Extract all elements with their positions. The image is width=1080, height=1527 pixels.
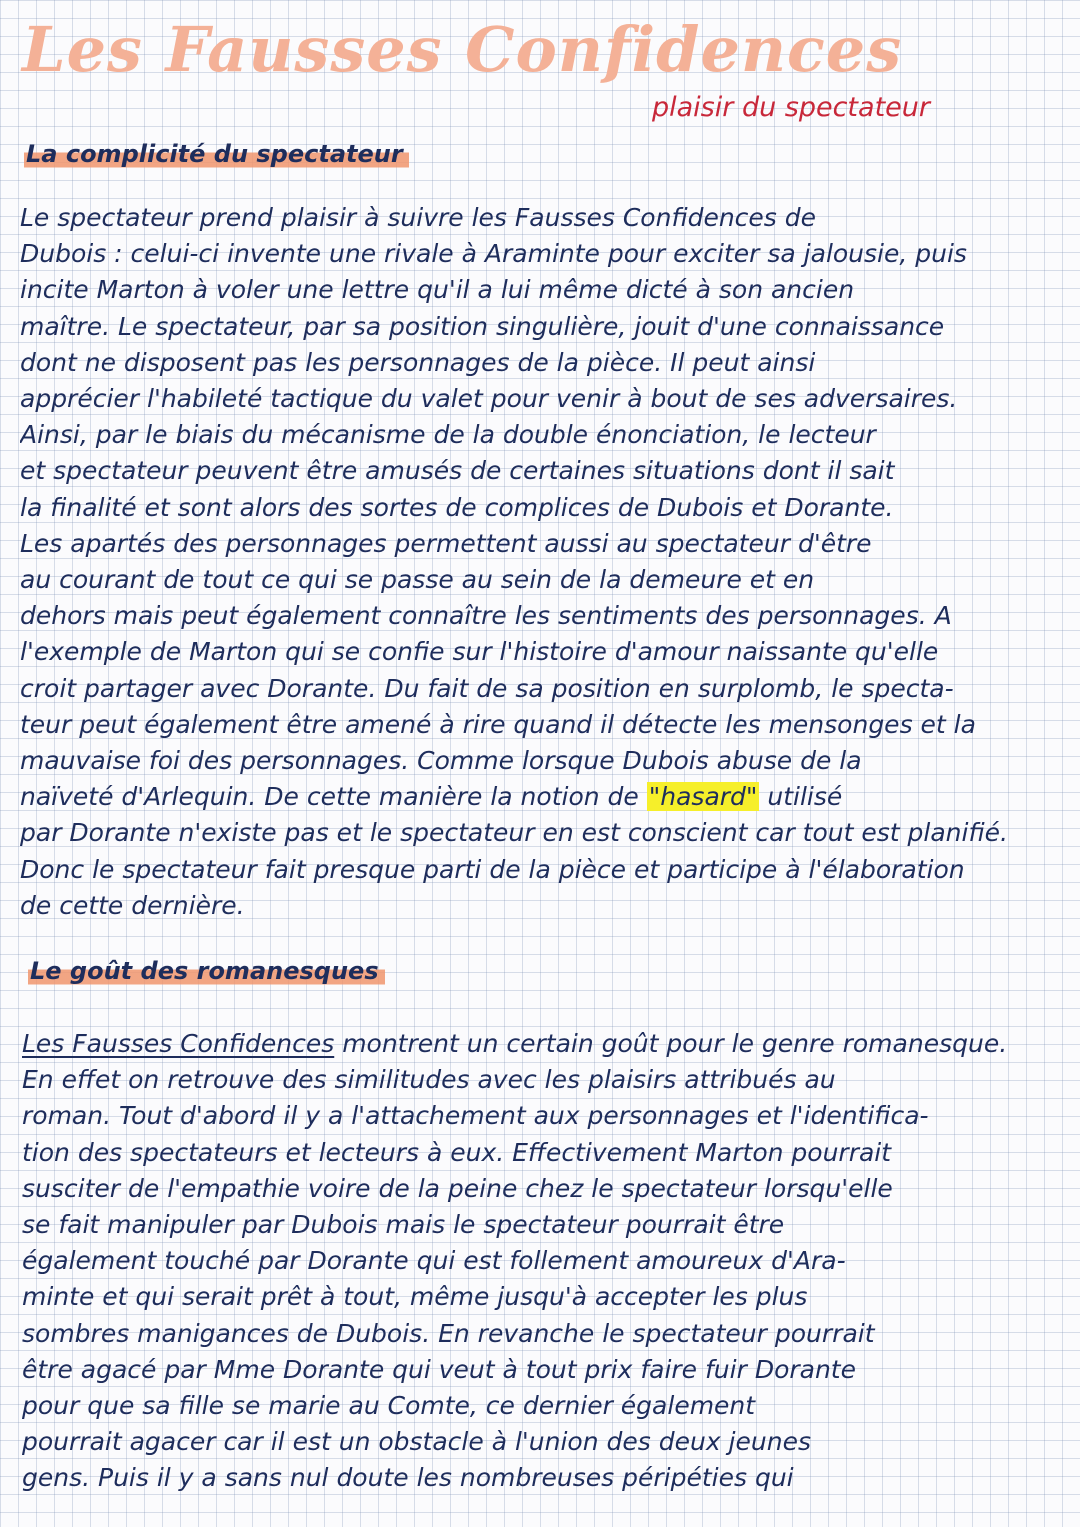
text-line: maître. Le spectateur, par sa position singulière, jouit d'une connaissance [20, 311, 945, 341]
text-segment: montrent un certain goût pour le genre romanesque. [342, 1029, 1008, 1058]
text-line-with-highlight [20, 779, 1080, 815]
text-line: dehors mais peut également connaître les sentiments des personnages. A [20, 601, 952, 631]
underlined-work-title: Les Fausses Confidences [22, 1029, 335, 1058]
text-line: Les apartés des personnages permettent aussi au spectateur d'être [20, 528, 872, 558]
section-romanesque-body [22, 1026, 1080, 1497]
text-line: susciter de l'empathie voire de la peine chez le spectateur lorsqu'elle [22, 1173, 893, 1203]
text-line: sombres manigances de Dubois. En revanche le spectateur pourrait [22, 1318, 875, 1348]
text-line: pourrait agacer car il est un obstacle à l'union des deux jeunes [22, 1427, 811, 1457]
text-line: incite Marton à voler une lettre qu'il a lui même dicté à son ancien [20, 275, 855, 305]
text-line: Le spectateur prend plaisir à suivre les Fausses Confidences de [20, 203, 817, 232]
text-line: par Dorante n'existe pas et le spectateur en est conscient car tout est planifié. [20, 818, 1008, 848]
text-line: et spectateur peuvent être amusés de certaines situations dont il sait [20, 456, 895, 486]
highlighted-word: "hasard" [648, 782, 758, 812]
text-line: de cette dernière. [20, 890, 245, 920]
section-complicite-body [20, 200, 1080, 924]
text-line: mauvaise foi des personnages. Comme lorsque Dubois abuse de la [20, 746, 862, 776]
text-line: Donc le spectateur fait presque parti de la pièce et participe à l'élaboration [20, 854, 965, 884]
text-line: En effet on retrouve des similitudes avec les plaisirs attribués au [22, 1065, 836, 1095]
text-line: croit partager avec Dorante. Du fait de sa position en surplomb, le specta- [20, 673, 954, 703]
text-line: tion des spectateurs et lecteurs à eux. Effectivement Marton pourrait [22, 1137, 892, 1167]
text-line: la finalité et sont alors des sortes de complices de Dubois et Dorante. [20, 492, 894, 522]
text-line: au courant de tout ce qui se passe au sein de la demeure et en [20, 565, 815, 595]
text-line: Ainsi, par le biais du mécanisme de la double énonciation, le lecteur [20, 420, 876, 450]
text-line: Dubois : celui-ci invente une rivale à Araminte pour exciter sa jalousie, puis [20, 239, 967, 269]
text-line-lead [22, 1026, 1080, 1062]
text-line: l'exemple de Marton qui se confie sur l'histoire d'amour naissante qu'elle [20, 637, 939, 667]
text-line: dont ne disposent pas les personnages de la pièce. Il peut ainsi [20, 347, 816, 377]
text-line: être agacé par Mme Dorante qui veut à tout prix faire fuir Dorante [22, 1354, 856, 1384]
page-subtitle: plaisir du spectateur [652, 92, 930, 123]
page-title: Les Fausses Confidences [22, 13, 903, 86]
section-heading-complicite: La complicité du spectateur [24, 138, 409, 170]
text-line: gens. Puis il y a sans nul doute les nombreuses péripéties qui [22, 1463, 794, 1493]
text-line: également touché par Dorante qui est follement amoureux d'Ara- [22, 1246, 846, 1276]
text-line: roman. Tout d'abord il y a l'attachement aux personnages et l'identifica- [22, 1101, 929, 1131]
section-heading-romanesque: Le goût des romanesques [28, 955, 385, 987]
text-line: apprécier l'habileté tactique du valet pour venir à bout de ses adversaires. [20, 384, 958, 414]
text-line: pour que sa fille se marie au Comte, ce dernier également [22, 1391, 756, 1421]
text-line: minte et qui serait prêt à tout, même jusqu'à accepter les plus [22, 1282, 808, 1312]
text-line: se fait manipuler par Dubois mais le spectateur pourrait être [22, 1210, 785, 1240]
text-segment: utilisé [767, 782, 843, 812]
text-segment: naïveté d'Arlequin. De cette manière la notion de [20, 782, 639, 812]
text-line: teur peut également être amené à rire quand il détecte les mensonges et la [20, 709, 976, 739]
